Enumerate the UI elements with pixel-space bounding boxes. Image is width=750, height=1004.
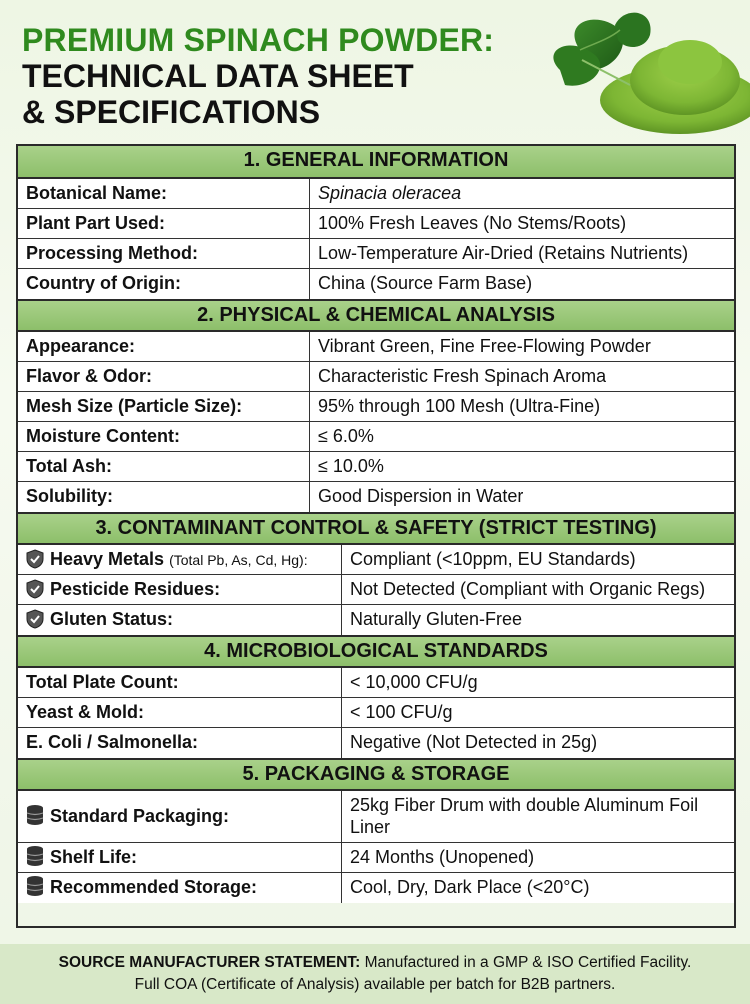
row-key-label: Heavy Metals xyxy=(50,549,165,569)
row-key: Country of Origin: xyxy=(18,269,310,299)
drum-icon xyxy=(26,875,44,897)
section-4-header: 4. MICROBIOLOGICAL STANDARDS xyxy=(18,635,734,668)
manufacturer-statement xyxy=(0,944,750,1004)
spinach-powder-image xyxy=(520,0,750,140)
shield-icon xyxy=(26,579,44,599)
footer-label: SOURCE MANUFACTURER STATEMENT: xyxy=(58,954,361,971)
title-line-1: PREMIUM SPINACH POWDER: xyxy=(22,22,495,58)
table-row xyxy=(18,452,734,482)
row-key: Yeast & Mold: xyxy=(18,698,342,727)
table-row xyxy=(18,239,734,269)
row-key xyxy=(18,873,342,903)
footer-line-2: Full COA (Certificate of Analysis) available per batch for B2B partners. xyxy=(134,976,616,993)
table-row xyxy=(18,209,734,239)
row-key xyxy=(18,843,342,872)
drum-icon xyxy=(26,804,44,826)
row-value: ≤ 10.0% xyxy=(318,456,384,476)
table-row xyxy=(18,843,734,873)
footer-line-1 xyxy=(0,952,750,974)
shield-icon xyxy=(26,609,44,629)
row-value: 24 Months (Unopened) xyxy=(350,847,535,867)
title-line-3: & SPECIFICATIONS xyxy=(22,94,321,130)
section-3-header: 3. CONTAMINANT CONTROL & SAFETY (STRICT TESTING) xyxy=(18,512,734,545)
table-row xyxy=(18,422,734,452)
row-value: Characteristic Fresh Spinach Aroma xyxy=(318,366,607,386)
table-row xyxy=(18,873,734,903)
row-key-label: Pesticide Residues: xyxy=(50,579,221,599)
row-key: E. Coli / Salmonella: xyxy=(18,728,342,758)
row-value: 95% through 100 Mesh (Ultra-Fine) xyxy=(318,396,601,416)
page-header xyxy=(22,22,542,130)
row-key: Total Plate Count: xyxy=(18,668,342,697)
drum-icon xyxy=(26,845,44,867)
table-row xyxy=(18,545,734,575)
footer-text-1: Manufactured in a GMP & ISO Certified Facility. xyxy=(364,954,692,971)
section-5-header: 5. PACKAGING & STORAGE xyxy=(18,758,734,791)
row-value: 25kg Fiber Drum with double Aluminum Foil Liner xyxy=(350,795,699,837)
row-key: Flavor & Odor: xyxy=(18,362,310,391)
row-value: Naturally Gluten-Free xyxy=(350,609,523,629)
row-key-label: Standard Packaging: xyxy=(50,806,230,826)
table-row xyxy=(18,698,734,728)
row-key-label: Gluten Status: xyxy=(50,609,174,629)
table-row xyxy=(18,605,734,635)
row-value: Spinacia oleracea xyxy=(318,183,462,203)
row-key: Botanical Name: xyxy=(18,179,310,208)
row-key xyxy=(18,605,342,635)
table-row xyxy=(18,482,734,512)
row-key xyxy=(18,575,342,604)
table-row xyxy=(18,362,734,392)
shield-icon xyxy=(26,549,44,569)
table-row xyxy=(18,791,734,843)
row-key: Moisture Content: xyxy=(18,422,310,451)
row-value: Low-Temperature Air-Dried (Retains Nutrients) xyxy=(318,243,689,263)
section-1-header: 1. GENERAL INFORMATION xyxy=(18,146,734,179)
row-key: Solubility: xyxy=(18,482,310,512)
row-value: Compliant (<10ppm, EU Standards) xyxy=(350,549,636,569)
table-row xyxy=(18,575,734,605)
row-value: Cool, Dry, Dark Place (<20°C) xyxy=(350,877,590,897)
row-value: < 10,000 CFU/g xyxy=(350,672,478,692)
section-2-header: 2. PHYSICAL & CHEMICAL ANALYSIS xyxy=(18,299,734,332)
row-key-label: Recommended Storage: xyxy=(50,877,258,897)
table-row xyxy=(18,269,734,299)
row-key xyxy=(18,545,342,574)
row-key: Mesh Size (Particle Size): xyxy=(18,392,310,421)
row-value: Negative (Not Detected in 25g) xyxy=(350,732,598,752)
table-row xyxy=(18,179,734,209)
table-row xyxy=(18,728,734,758)
row-key-label: Shelf Life: xyxy=(50,847,138,867)
row-value: China (Source Farm Base) xyxy=(318,273,533,293)
row-value: Not Detected (Compliant with Organic Regs) xyxy=(350,579,706,599)
table-row xyxy=(18,332,734,362)
row-key: Total Ash: xyxy=(18,452,310,481)
table-row xyxy=(18,668,734,698)
row-value: < 100 CFU/g xyxy=(350,702,453,722)
row-value: Good Dispersion in Water xyxy=(318,486,524,506)
row-value: 100% Fresh Leaves (No Stems/Roots) xyxy=(318,213,627,233)
row-key: Appearance: xyxy=(18,332,310,361)
row-key: Plant Part Used: xyxy=(18,209,310,238)
row-value: Vibrant Green, Fine Free-Flowing Powder xyxy=(318,336,651,356)
row-key: Processing Method: xyxy=(18,239,310,268)
row-value: ≤ 6.0% xyxy=(318,426,374,446)
title-line-2: TECHNICAL DATA SHEET xyxy=(22,58,414,94)
table-row xyxy=(18,392,734,422)
spec-table xyxy=(16,144,736,928)
row-key-note: (Total Pb, As, Cd, Hg): xyxy=(169,552,308,568)
row-key xyxy=(18,791,342,842)
